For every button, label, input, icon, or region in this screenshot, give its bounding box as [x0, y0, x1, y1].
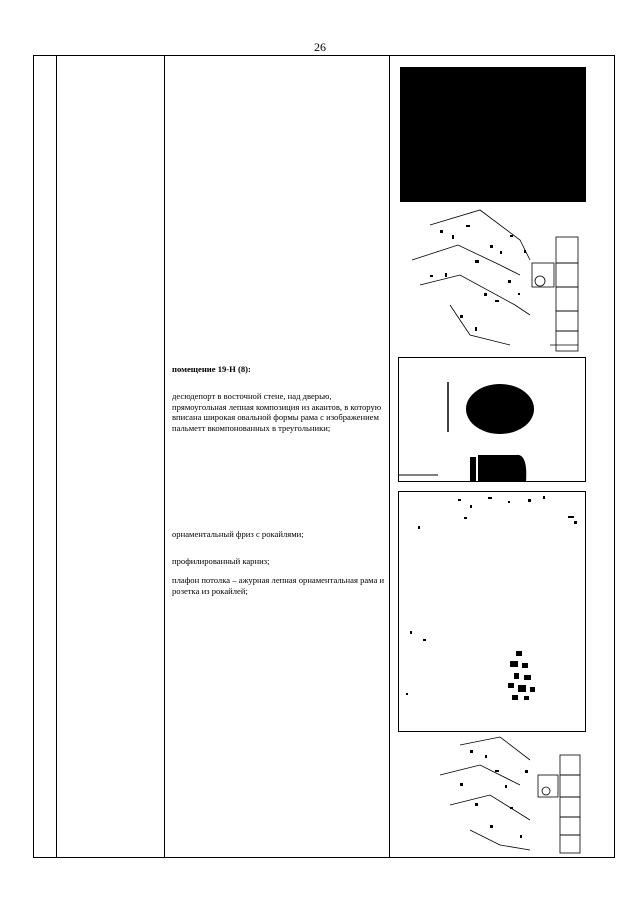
floor-plan-image-1 — [400, 205, 586, 355]
description-frieze: орнаментальный фриз с рокайлями; — [172, 529, 304, 539]
overdoor-photo — [398, 357, 586, 482]
description-overdoor: десюдепорт в восточной стене, над дверью, прямоугольная лепная композиция из акантов, в которую вписана широкая овальной формы рама с изображением пальметт вкомпонованных в треугольники; — [172, 391, 382, 433]
ceiling-photo — [398, 491, 586, 733]
room-heading: помещение 19-Н (8): — [172, 364, 251, 374]
page-number: 26 — [314, 40, 326, 54]
description-cornice: профилированный карниз; — [172, 556, 270, 566]
column-divider-3 — [389, 56, 390, 857]
floor-plan-image-2 — [400, 735, 586, 855]
column-divider-2 — [164, 56, 165, 857]
column-divider-1 — [56, 56, 57, 857]
photo-black-panel — [400, 67, 586, 202]
description-ceiling: плафон потолка – ажурная лепная орнаментальная рама и розетка из рокайлей; — [172, 575, 385, 596]
